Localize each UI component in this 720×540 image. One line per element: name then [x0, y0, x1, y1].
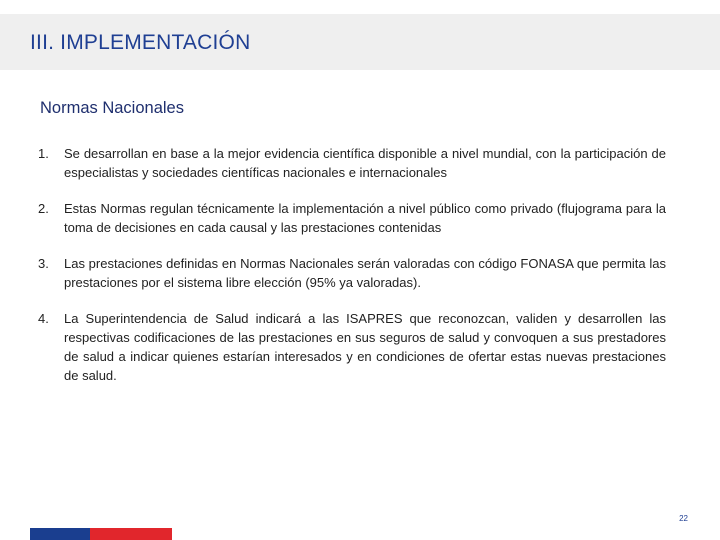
- list-item-number: 2.: [38, 201, 49, 216]
- list-item-text: Se desarrollan en base a la mejor evidencia científica disponible a nivel mundial, con la participación de especialistas y sociedades científicas nacionales e internacionales: [64, 146, 666, 180]
- flag-stripe: [30, 528, 172, 540]
- list-item: [38, 254, 666, 292]
- list-item-number: 4.: [38, 311, 49, 326]
- flag-stripe-red: [90, 528, 172, 540]
- slide-title: III. IMPLEMENTACIÓN: [30, 31, 251, 54]
- list-item-number: 3.: [38, 256, 49, 271]
- flag-stripe-blue: [30, 528, 90, 540]
- section-subtitle: Normas Nacionales: [40, 99, 184, 117]
- page-number: 22: [679, 514, 688, 523]
- list-item-text: La Superintendencia de Salud indicará a las ISAPRES que reconozcan, validen y desarrollen las respectivas codificaciones de las prestaciones en sus seguros de salud y convoquen a sus prestadores de salud a indicar quienes estarían interesados y en condiciones de ofertar estas nuevas prestaciones de salud.: [64, 311, 666, 383]
- list-item: [38, 309, 666, 385]
- list-item-text: Las prestaciones definidas en Normas Nacionales serán valoradas con código FONASA que permita las prestaciones por el sistema libre elección (95% ya valoradas).: [64, 256, 666, 290]
- list-item: [38, 144, 666, 182]
- list-item-number: 1.: [38, 146, 49, 161]
- list-item-text: Estas Normas regulan técnicamente la implementación a nivel público como privado (flujograma para la toma de decisiones en cada causal y las prestaciones contenidas: [64, 201, 666, 235]
- list-item: [38, 199, 666, 237]
- numbered-list: [38, 144, 666, 402]
